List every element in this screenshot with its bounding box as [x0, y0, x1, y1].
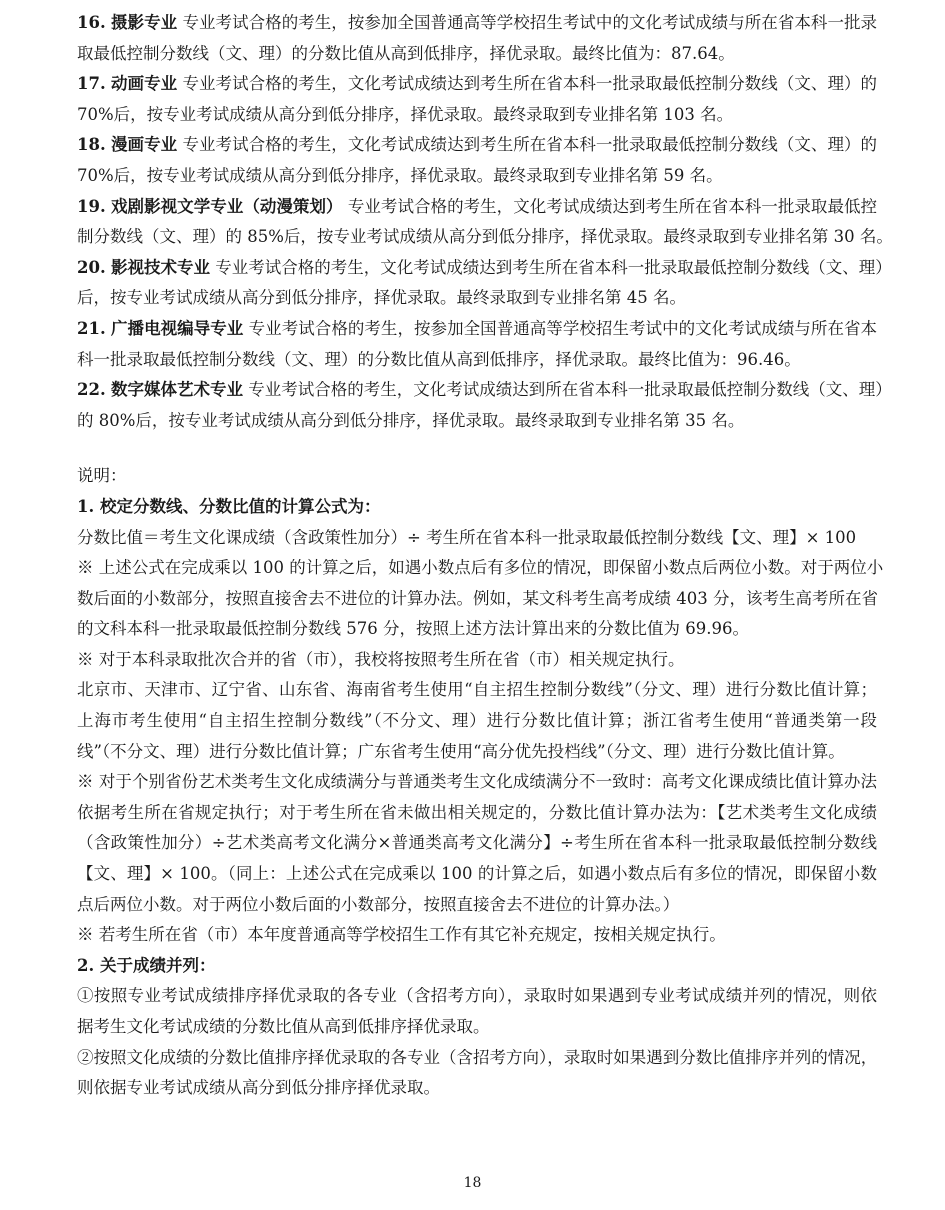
text-line: 数后面的小数部分，按照直接舍去不进位的计算办法。例如，某文科考生高考成绩 403 分，该考生高考所在省 [77, 588, 878, 608]
text-line: （含政策性加分）÷艺术类高考文化满分×普通类高考文化满分】÷考生所在省本科一批录取最低控制分数线 [77, 833, 877, 853]
text-line [77, 375, 892, 406]
line-text: 的 80%后，按专业考试成绩从高分到低分排序，择优录取。最终录取到专业排名第 35 名。 [77, 410, 745, 430]
text-line [77, 406, 877, 437]
page-number: 18 [463, 1175, 482, 1191]
major-title: 影视技术专业 [110, 257, 210, 277]
note-paragraph [77, 675, 877, 767]
text-line: 1. 校定分数线、分数比值的计算公式为： [77, 496, 381, 516]
text-line: 【文、理】× 100。（同上：上述公式在完成乘以 100 的计算之后，如遇小数点后有多位的情况，即保留小数 [77, 864, 877, 884]
line-text: 后，按专业考试成绩从高分到低分排序，择优录取。最终录取到专业排名第 45 名。 [77, 288, 686, 308]
major-title: 广播电视编导专业 [111, 318, 244, 338]
document-page [77, 8, 893, 1104]
text-line [77, 192, 877, 223]
note-paragraph [77, 981, 877, 1042]
text-line: ①按照专业考试成绩排序择优录取的各专业（含招考方向），录取时如果遇到专业考试成绩并列的情况，则依 [77, 986, 877, 1006]
text-line [77, 8, 877, 39]
major-item [77, 314, 877, 375]
major-list [77, 8, 893, 436]
note-paragraph [77, 767, 877, 920]
text-line: 分数比值＝考生文化课成绩（含政策性加分）÷ 考生所在省本科一批录取最低控制分数线【文、理】× 100 [77, 527, 857, 547]
major-title: 戏剧影视文学专业（动漫策划） [111, 196, 343, 216]
text-line: 2. 关于成绩并列： [77, 955, 216, 975]
text-line [77, 283, 877, 314]
line-text: 专业考试合格的考生，文化考试成绩达到考生所在省本科一批录取最低控制分数线（文、理） [215, 257, 892, 277]
line-text: 专业考试合格的考生，文化考试成绩达到考生所在省本科一批录取最低控制分数线（文、理）的 [182, 135, 878, 155]
notes-section [77, 492, 884, 1104]
text-line [77, 69, 877, 100]
major-item [77, 130, 877, 191]
line-text: 取最低控制分数线（文、理）的分数比值从高到低排序，择优录取。最终比值为：87.64。 [77, 43, 735, 63]
item-number: 18. [77, 135, 106, 155]
text-line: 北京市、天津市、辽宁省、山东省、海南省考生使用“自主招生控制分数线”（分文、理）进行分数比值计算； [77, 680, 877, 700]
note-paragraph [77, 492, 877, 523]
line-text: 专业考试合格的考生，按参加全国普通高等学校招生考试中的文化考试成绩与所在省本科一批录 [182, 13, 878, 32]
line-text: 专业考试合格的考生，按参加全国普通高等学校招生考试中的文化考试成绩与所在省本 [248, 318, 878, 338]
text-line: ②按照文化成绩的分数比值排序择优录取的各专业（含招考方向），录取时如果遇到分数比值排序并列的情况， [77, 1047, 878, 1067]
text-line: 上海市考生使用“自主招生控制分数线”（不分文、理）进行分数比值计算；浙江省考生使用“普通类第一段 [77, 711, 877, 731]
text-line [77, 345, 877, 376]
text-line: ※ 对于个别省份艺术类考生文化成绩满分与普通类考生文化成绩满分不一致时：高考文化课成绩比值计算办法 [77, 772, 877, 792]
major-title: 动画专业 [111, 74, 178, 94]
major-title: 漫画专业 [111, 135, 178, 155]
item-number: 20. [77, 257, 106, 277]
line-text: 70%后，按专业考试成绩从高分到低分排序，择优录取。最终录取到专业排名第 59 名。 [77, 165, 723, 185]
text-line: 线”（不分文、理）进行分数比值计算；广东省考生使用“高分优先投档线”（分文、理）进行分数比值计算。 [77, 741, 845, 761]
item-number: 19. [77, 196, 106, 216]
text-line: 的文科本科一批录取最低控制分数线 576 分，按照上述方法计算出来的分数比值为 69.96。 [77, 619, 749, 639]
text-line: 据考生文化考试成绩的分数比值从高到低排序择优录取。 [77, 1017, 490, 1036]
item-number: 21. [77, 318, 106, 338]
text-line [77, 222, 893, 253]
text-line [77, 314, 877, 345]
note-paragraph [77, 645, 877, 676]
note-paragraph [77, 951, 877, 982]
text-line: ※ 上述公式在完成乘以 100 的计算之后，如遇小数点后有多位的情况，即保留小数点后两位小数。对于两位小 [77, 558, 884, 578]
major-item [77, 8, 877, 69]
text-line: ※ 对于本科录取批次合并的省（市），我校将按照考生所在省（市）相关规定执行。 [77, 649, 685, 669]
note-paragraph [77, 1043, 877, 1104]
major-item [77, 253, 892, 314]
text-line [77, 253, 892, 284]
text-line [77, 39, 877, 70]
major-item [77, 375, 892, 436]
text-line: 则依据专业考试成绩从高分到低分排序择优录取。 [77, 1078, 440, 1098]
major-item [77, 69, 877, 130]
line-text: 专业考试合格的考生，文化考试成绩达到考生所在省本科一批录取最低控制分数线（文、理）的 [182, 74, 878, 94]
major-title: 数字媒体艺术专业 [110, 380, 243, 400]
major-title: 摄影专业 [111, 13, 178, 32]
major-item [77, 192, 893, 253]
text-line: 依据考生所在省规定执行；对于考生所在省未做出相关规定的，分数比值计算办法为：【艺术类考生文化成绩 [77, 802, 877, 822]
note-paragraph [77, 523, 877, 554]
line-text: 科一批录取最低控制分数线（文、理）的分数比值从高到低排序，择优录取。最终比值为：96.46。 [77, 349, 801, 369]
text-line: ※ 若考生所在省（市）本年度普通高等学校招生工作有其它补充规定，按相关规定执行。 [77, 925, 726, 945]
item-number: 16. [77, 13, 106, 32]
line-text: 70%后，按专业考试成绩从高分到低分排序，择优录取。最终录取到专业排名第 103 名。 [77, 104, 734, 124]
item-number: 22. [77, 380, 106, 400]
text-line [77, 161, 877, 192]
note-paragraph [77, 553, 884, 645]
line-text: 专业考试合格的考生，文化考试成绩达到所在省本科一批录取最低控制分数线（文、理） [248, 380, 892, 400]
notes-heading: 说明： [77, 466, 127, 486]
text-line [77, 100, 877, 131]
text-line: 点后两位小数。对于两位小数后面的小数部分，按照直接舍去不进位的计算办法。） [77, 894, 680, 914]
line-text: 专业考试合格的考生，文化考试成绩达到考生所在省本科一批录取最低控 [347, 196, 878, 216]
text-line [77, 130, 877, 161]
note-paragraph [77, 920, 877, 951]
item-number: 17. [77, 74, 106, 94]
line-text: 制分数线（文、理）的 85%后，按专业考试成绩从高分到低分排序，择优录取。最终录取到专业排名第 30 名。 [77, 227, 893, 247]
